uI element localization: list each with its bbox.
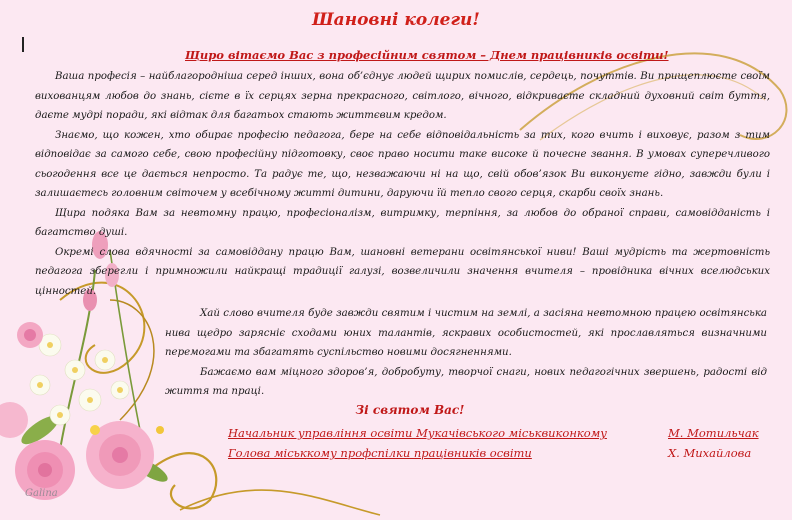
signature-position: Голова міськкому профспілки працівників освіти [228,446,532,460]
letter-body [35,67,770,301]
page-title: Шановні колеги! [312,10,480,30]
paragraph: Знаємо, що кожен, хто обирає професію педагога, бере на себе відповідальність за тих, кого вчить і виховує, разом з тим відповідає за самого себе, свою професійну підготовку, своє право носити таке високе й почесне звання. В умовах суперечливого сьогодення все це дається непросто. Та радує те, що, незважаючи ні на що, свій обов’язок Ви виконуєте гідно, завжди були і залишаєтесь головним світочем у всебічному житті дитини, даруючи їй тепло свого серця, скарби своїх знань. [35,129,770,199]
gold-swirl-long [110,300,154,420]
signature-name: М. Мотильчак [668,426,759,440]
paragraph: Хай слово вчителя буде завжди святим і чистим на землі, а засіяна невтомною працею освітянська нива щедро зарясніє сходами юних талантів, яскравих особистостей, які прославляться визначними перемогами та збагатять суспільство новими досягненнями. [165,308,767,358]
paragraph: Щира подяка Вам за невтомну працю, професіоналізм, витримку, терпіння, за любов до обраної справи, самовідданість і багатство душі. [35,207,770,238]
paragraph: Ваша професія – найблагородніша серед інших, вона об’єднує людей щирих помислів, сердець, почуттів. Ви прищеплюєте своїм вихованцям любов до знань, сієте в їх серцях зерна прекрасного, світлого, вічного, відкриваєте складний духовний світ буття, даєте мудрі поради, які відтак для багатьох стають життєвим кредом. [35,71,770,121]
watermark: Galina [25,488,58,499]
signature-name: Х. Михайлова [668,446,752,460]
gold-swirl-bottom-long [180,490,380,515]
paragraph: Бажаємо вам міцного здоров’я, добробуту, творчої снаги, нових педагогічних звершень, радості від життя та праці. [165,366,767,397]
letter-wishes [165,304,767,402]
signature-position: Начальник управління освіти Мукачівського міськвиконкому [228,426,607,440]
subtitle: Щиро вітаємо Вас з професійним святом – Днем працівників освіти! [185,48,669,62]
closing-greeting: Зі святом Вас! [355,403,465,417]
paragraph: Окремі слова вдячності за самовіддану працю Вам, шановні ветерани освітянської ниви! Ваші мудрість та жертовність педагога зберегли і примножили найкращі традиції галузі, возвеличили значення вчителя – провідника вічних вселюдських цінностей. [35,246,770,297]
text-cursor [22,37,24,52]
